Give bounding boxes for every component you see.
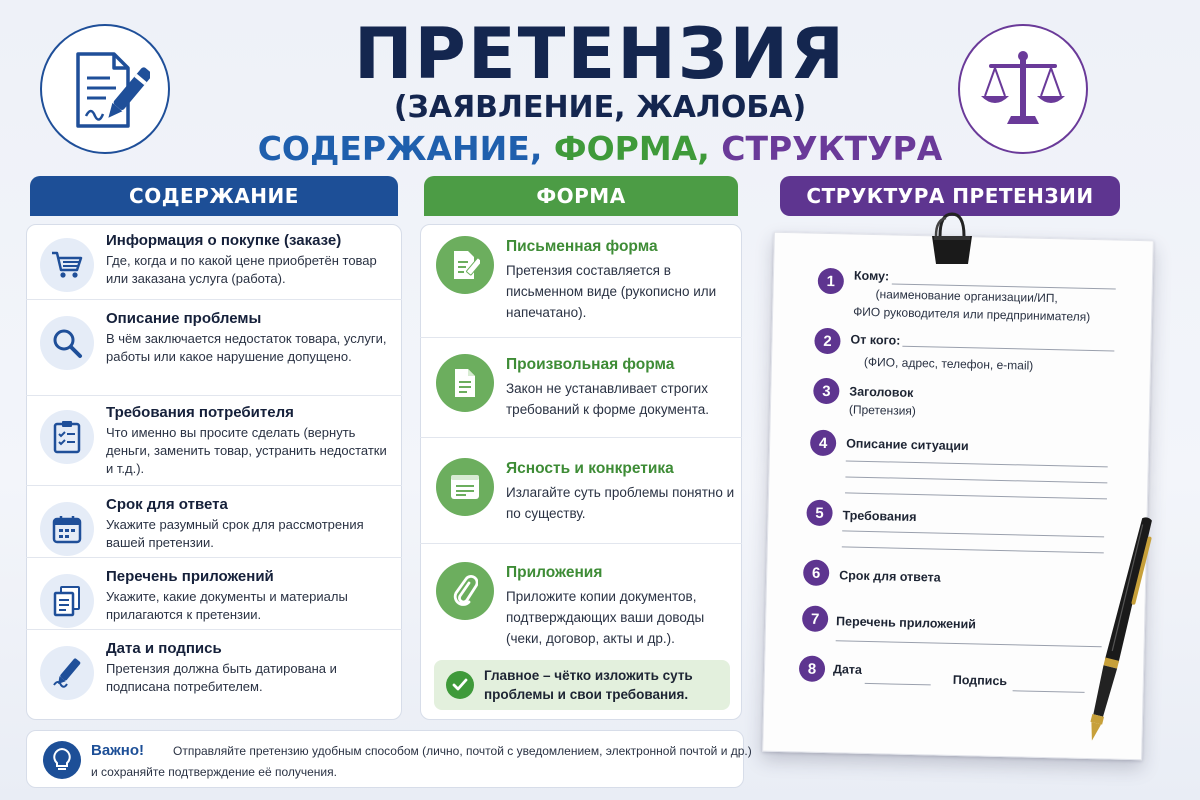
content-item-title: Описание проблемы	[106, 310, 262, 327]
content-item	[26, 640, 402, 702]
structure-step-label: Дата	[832, 662, 863, 677]
content-item-text: Укажите, какие документы и материалы прилагаются к претензии.	[106, 589, 348, 622]
magnifier-icon	[40, 316, 94, 370]
important-text-line1: Отправляйте претензию удобным способом (лично, почтой с уведомлением, электронной почтой и др.)	[173, 744, 752, 758]
form-item-text: Излагайте суть проблемы понятно и по существу.	[506, 485, 735, 521]
text-lines-icon	[436, 458, 494, 516]
structure-step-number: 1	[818, 268, 845, 295]
check-icon	[446, 671, 474, 699]
content-item-text: Укажите разумный срок для рассмотрения вашей претензии.	[106, 517, 364, 550]
document-icon	[436, 354, 494, 412]
tagline-structure: СТРУКТУРА	[721, 129, 943, 168]
form-item	[420, 354, 742, 438]
tagline-content: СОДЕРЖАНИЕ,	[257, 129, 543, 168]
checklist-icon	[40, 410, 94, 464]
structure-step-label: Описание ситуации	[846, 436, 969, 454]
content-item	[26, 568, 402, 630]
fill-line	[842, 546, 1104, 553]
fill-line	[865, 683, 931, 685]
structure-step-number: 7	[802, 605, 829, 632]
shopping-cart-icon	[40, 238, 94, 292]
scales-icon	[975, 44, 1071, 134]
content-heading: СОДЕРЖАНИЕ	[30, 176, 398, 216]
structure-step-hint: ФИО руководителя или предпринимателя)	[852, 304, 1091, 324]
calendar-icon	[40, 502, 94, 556]
structure-step-number: 8	[799, 655, 826, 682]
form-item-text: Претензия составляется в письменном виде (рукописно или напечатано).	[506, 263, 717, 320]
structure-step-number: 5	[806, 500, 833, 527]
structure-step-label: Срок для ответа	[839, 568, 941, 585]
form-note-text: Главное – чётко изложить суть проблемы и свои требования.	[484, 668, 693, 702]
content-item	[26, 232, 402, 300]
binder-clip-icon	[922, 212, 982, 268]
structure-step-hint: (Претензия)	[848, 402, 917, 419]
documents-icon	[40, 574, 94, 628]
form-item	[420, 236, 742, 338]
form-item-title: Произвольная форма	[506, 356, 675, 373]
content-item-title: Требования потребителя	[106, 404, 294, 421]
content-item-text: Претензия должна быть датирована и подписана потребителем.	[106, 661, 337, 694]
fill-line	[845, 476, 1107, 483]
structure-step-label: Требования	[842, 508, 917, 525]
form-item	[420, 458, 742, 544]
structure-step-hint: (наименование организации/ИП,	[875, 287, 1058, 306]
content-item-text: Что именно вы просите сделать (вернуть деньги, заменить товар, устранить недостатки и т.д.).	[106, 425, 387, 476]
document-edit-icon	[436, 236, 494, 294]
important-title: Важно!	[91, 742, 145, 759]
fill-line	[842, 530, 1104, 537]
paperclip-icon	[436, 562, 494, 620]
tagline-form: ФОРМА,	[553, 129, 710, 168]
content-item-title: Информация о покупке (заказе)	[106, 232, 342, 249]
content-item-title: Перечень приложений	[106, 568, 274, 585]
form-item-title: Ясность и конкретика	[506, 460, 674, 477]
lightbulb-icon	[43, 741, 81, 779]
content-item-title: Дата и подпись	[106, 640, 222, 657]
form-main-note	[434, 660, 730, 710]
structure-step-label: От кого:	[850, 332, 901, 348]
form-item	[420, 562, 742, 652]
structure-heading: СТРУКТУРА ПРЕТЕНЗИИ	[780, 176, 1120, 216]
form-item-title: Письменная форма	[506, 238, 658, 255]
content-item	[26, 310, 402, 396]
content-item-text: Где, когда и по какой цене приобретён товар или заказана услуга (работа).	[106, 253, 377, 286]
form-heading: ФОРМА	[424, 176, 738, 216]
structure-step-number: 4	[810, 430, 837, 457]
fill-line	[846, 460, 1108, 467]
page-subtitle: (ЗАЯВЛЕНИЕ, ЖАЛОБА)	[393, 90, 807, 125]
fill-line	[845, 492, 1107, 499]
form-item-text: Приложите копии документов, подтверждающих ваши доводы (чеки, договор, акты и др.).	[506, 589, 705, 646]
form-item-title: Приложения	[506, 564, 603, 581]
content-item-text: В чём заключается недостаток товара, услуги, работы или какое нарушение допущено.	[106, 331, 387, 364]
structure-step-number: 3	[813, 378, 840, 405]
fill-line	[836, 640, 1102, 647]
ballpoint-pen-icon	[1074, 512, 1164, 752]
structure-step-label: Кому:	[853, 268, 890, 284]
form-item-text: Закон не устанавливает строгих требований к форме документа.	[506, 381, 710, 417]
structure-step-label: Перечень приложений	[835, 614, 977, 632]
structure-step-hint: (ФИО, адрес, телефон, e-mail)	[863, 354, 1034, 373]
important-text-line2: и сохраняйте подтверждение её получения.	[91, 765, 337, 779]
page-title: ПРЕТЕНЗИЯ	[353, 13, 847, 95]
structure-step-label-signature: Подпись	[952, 672, 1008, 689]
content-item-title: Срок для ответа	[106, 496, 228, 513]
fill-line	[902, 346, 1114, 352]
content-item	[26, 496, 402, 558]
structure-step-label: Заголовок	[849, 384, 914, 400]
content-item	[26, 404, 402, 486]
pen-signature-icon	[40, 646, 94, 700]
scales-logo	[958, 24, 1088, 154]
important-notice	[26, 730, 752, 788]
structure-step-number: 6	[803, 560, 830, 587]
structure-step-number: 2	[814, 328, 841, 355]
